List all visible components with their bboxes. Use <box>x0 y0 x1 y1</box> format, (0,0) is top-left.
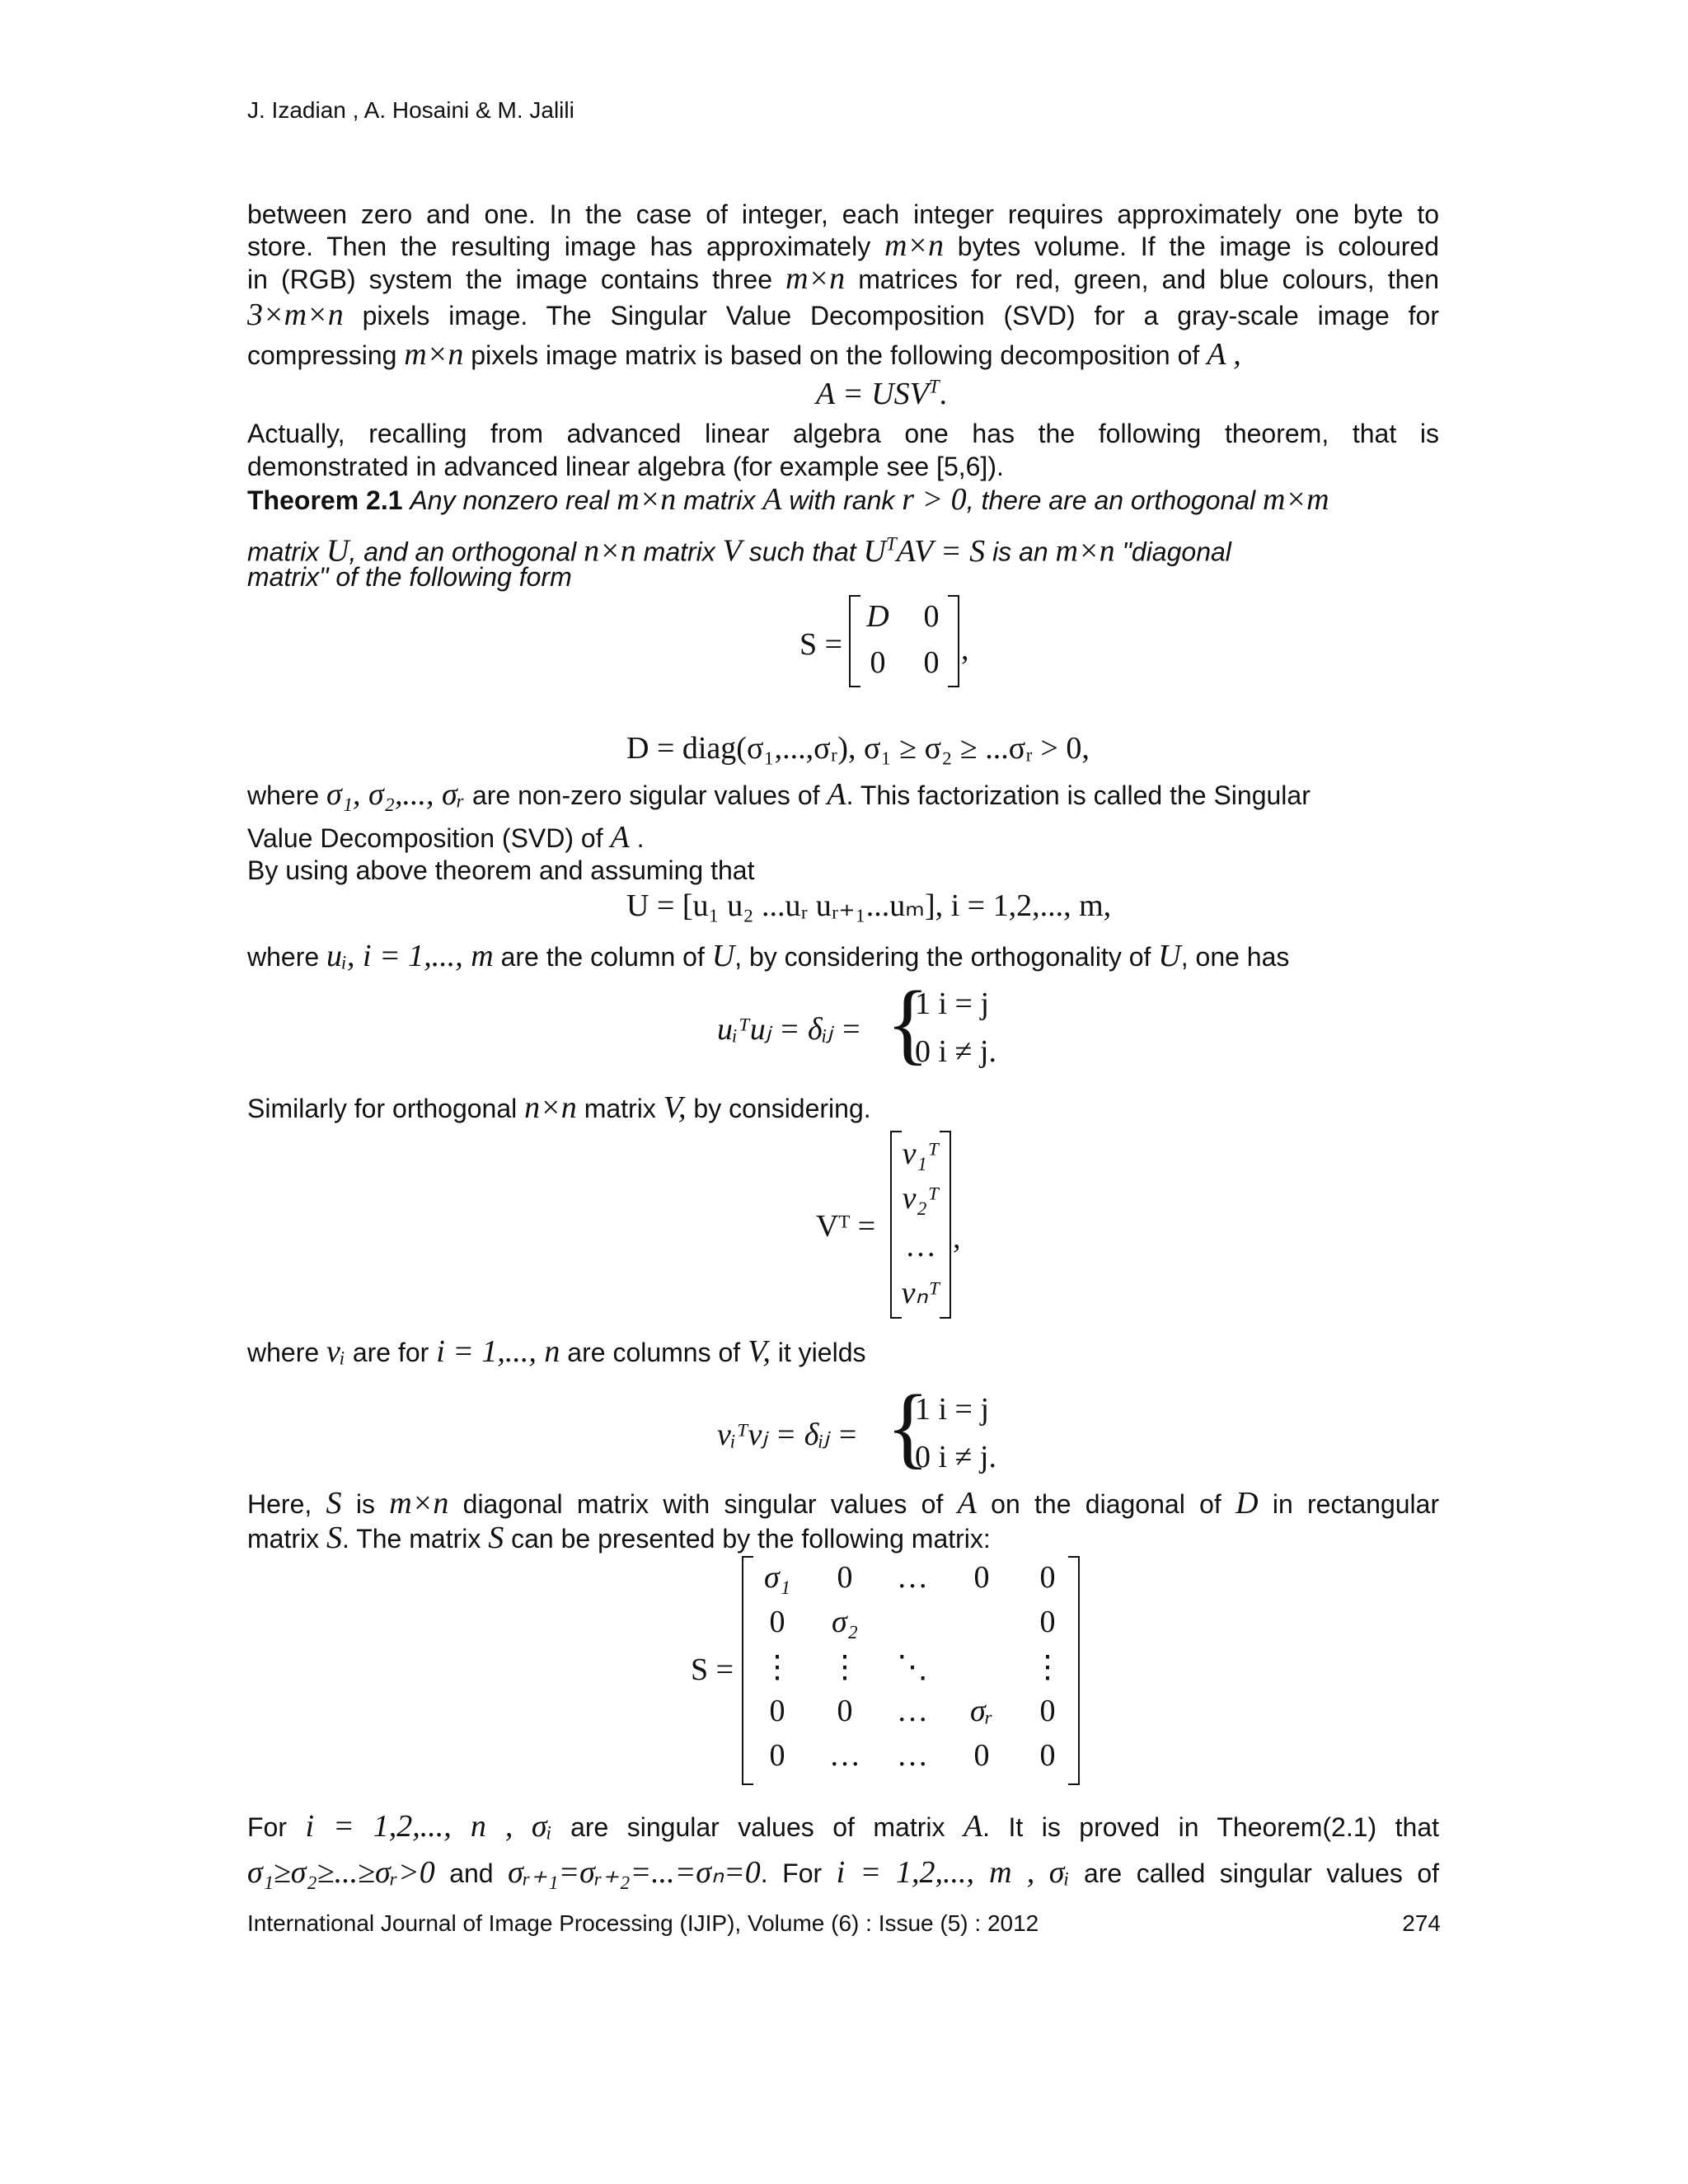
matrix-s-cell: D <box>866 599 889 634</box>
case-not-equal: 0 i ≠ j. <box>915 1440 996 1474</box>
matrix-s2-cell: … <box>897 1560 928 1595</box>
matrix-s2-cell: 0 <box>769 1605 785 1639</box>
matrix-s2-cell: 0 <box>973 1738 990 1773</box>
theorem-line3: matrix" of the following form <box>247 562 572 592</box>
matrix-s2-cell: … <box>897 1738 928 1773</box>
matrix-s2-cell: ⋮ <box>1032 1650 1063 1685</box>
matrix-vt-row: v₂ᵀ <box>902 1181 940 1216</box>
brace: { <box>886 972 930 1073</box>
equation-u: U = [u₁ u₂ ...uᵣ uᵣ₊₁...uₘ], i = 1,2,..., m, <box>626 888 1112 923</box>
case-equal: 1 i = j <box>915 1392 990 1427</box>
equation-uu-lhs: uᵢᵀuⱼ = δᵢⱼ = <box>717 1012 862 1047</box>
equation-diag: D = diag(σ₁,...,σᵣ), σ₁ ≥ σ₂ ≥ ...σᵣ > 0, <box>626 731 1090 766</box>
para3-line1: where σ₁, σ₂,..., σᵣ are non-zero sigular values of A. This factorization is called the Singular <box>247 777 1311 812</box>
para2-line1: Actually, recalling from advanced linear algebra one has the following theorem, that is <box>247 419 1439 448</box>
footer-journal: International Journal of Image Processing (IJIP), Volume (6) : Issue (5) : 2012 <box>247 1910 1039 1936</box>
matrix-s-cell: 0 <box>870 645 886 680</box>
case-equal: 1 i = j <box>915 987 990 1021</box>
matrix-s2-cell: 0 <box>1039 1605 1056 1639</box>
matrix-vt-row: v₁ᵀ <box>902 1137 940 1171</box>
case-not-equal: 0 i ≠ j. <box>915 1034 996 1069</box>
running-header: J. Izadian , A. Hosaini & M. Jalili <box>247 97 574 123</box>
matrix-s2-cell: ⋮ <box>829 1650 860 1685</box>
theorem-line1: Theorem 2.1 Any nonzero real m×n matrix A with rank r > 0, there are an orthogonal m×m <box>247 482 1329 517</box>
matrix-s2-cell: … <box>897 1694 928 1728</box>
matrix-vt-comma: , <box>953 1221 961 1255</box>
para3-line3: By using above theorem and assuming that <box>247 855 755 885</box>
matrix-s2-cell: 0 <box>837 1694 853 1728</box>
matrix-s2-cell: ⋱ <box>897 1650 928 1685</box>
equation-vv-lhs: vᵢᵀvⱼ = δᵢⱼ = <box>717 1418 859 1452</box>
para7-line2: matrix S. The matrix S can be presented by the following matrix: <box>247 1521 991 1555</box>
para1-line2: store. Then the resulting image has approximately m×n bytes volume. If the image is coloured <box>247 228 1440 263</box>
matrix-s2-lhs: S = <box>691 1652 734 1687</box>
matrix-s2-cell: σ₁ <box>764 1560 790 1595</box>
para6-line: where vᵢ are for i = 1,..., n are columns of V, it yields <box>247 1334 866 1369</box>
para1-line4: 3×m×n pixels image. The Singular Value Decomposition (SVD) for a gray-scale image for <box>247 298 1440 332</box>
matrix-s-cell: 0 <box>923 599 940 634</box>
matrix-s2-cell: 0 <box>837 1560 853 1595</box>
matrix-s2-cell: 0 <box>769 1738 785 1773</box>
para8-line1: For i = 1,2,..., n , σᵢ are singular values of matrix A. It is proved in Theorem(2.1) that <box>247 1809 1440 1844</box>
matrix-s2-cell: 0 <box>1039 1560 1056 1595</box>
para1-line1: between zero and one. In the case of integer, each integer requires approximately one byte to <box>247 199 1439 229</box>
para7-line1: Here, S is m×n diagonal matrix with singular values of A on the diagonal of D in rectangular <box>247 1486 1440 1521</box>
matrix-s2-cell: 0 <box>1039 1738 1056 1773</box>
para1-line5: compressing m×n pixels image matrix is based on the following decomposition of A , <box>247 337 1241 372</box>
para3-line2: Value Decomposition (SVD) of A . <box>247 820 645 855</box>
para4-line: where uᵢ, i = 1,..., m are the column of U, by considering the orthogonality of U, one has <box>247 939 1290 973</box>
matrix-s2-cell: σᵣ <box>969 1694 994 1728</box>
matrix-s2-cell: 0 <box>973 1560 990 1595</box>
matrix-s-comma: , <box>961 632 969 667</box>
para5-line: Similarly for orthogonal n×n matrix V, by considering. <box>247 1090 871 1125</box>
para2-line2: demonstrated in advanced linear algebra (for example see [5,6]). <box>247 452 1004 481</box>
matrix-s2-cell: ⋮ <box>762 1650 793 1685</box>
matrix-s2-cell: 0 <box>769 1694 785 1728</box>
matrix-s2-cell: 0 <box>1039 1694 1056 1728</box>
matrix-s2-cell: … <box>829 1738 860 1773</box>
matrix-vt-row: … <box>905 1229 936 1263</box>
matrix-s-cell: 0 <box>923 645 940 680</box>
theorem-line2: matrix U, and an orthogonal n×n matrix V such that $U^TAV = S$ is an m×n "diagonal <box>247 533 1231 569</box>
page-number: 274 <box>1402 1910 1441 1936</box>
matrix-s2-cell: σ₂ <box>832 1605 858 1639</box>
matrix-vt-row: vₙᵀ <box>901 1276 940 1310</box>
brace: { <box>886 1376 930 1477</box>
equation-svd: $A = USV^T$. <box>816 376 948 411</box>
matrix-vt-lhs: Vᵀ = <box>816 1209 876 1244</box>
para8-line2: σ₁≥σ₂≥...≥σᵣ>0 and σᵣ₊₁=σᵣ₊₂=...=σₙ=0. For i = 1,2,..., m , σᵢ are called singular values of <box>247 1855 1440 1890</box>
matrix-s-lhs: S = <box>799 627 843 662</box>
para1-line3: in (RGB) system the image contains three m×n matrices for red, green, and blue colours, then <box>247 261 1440 296</box>
